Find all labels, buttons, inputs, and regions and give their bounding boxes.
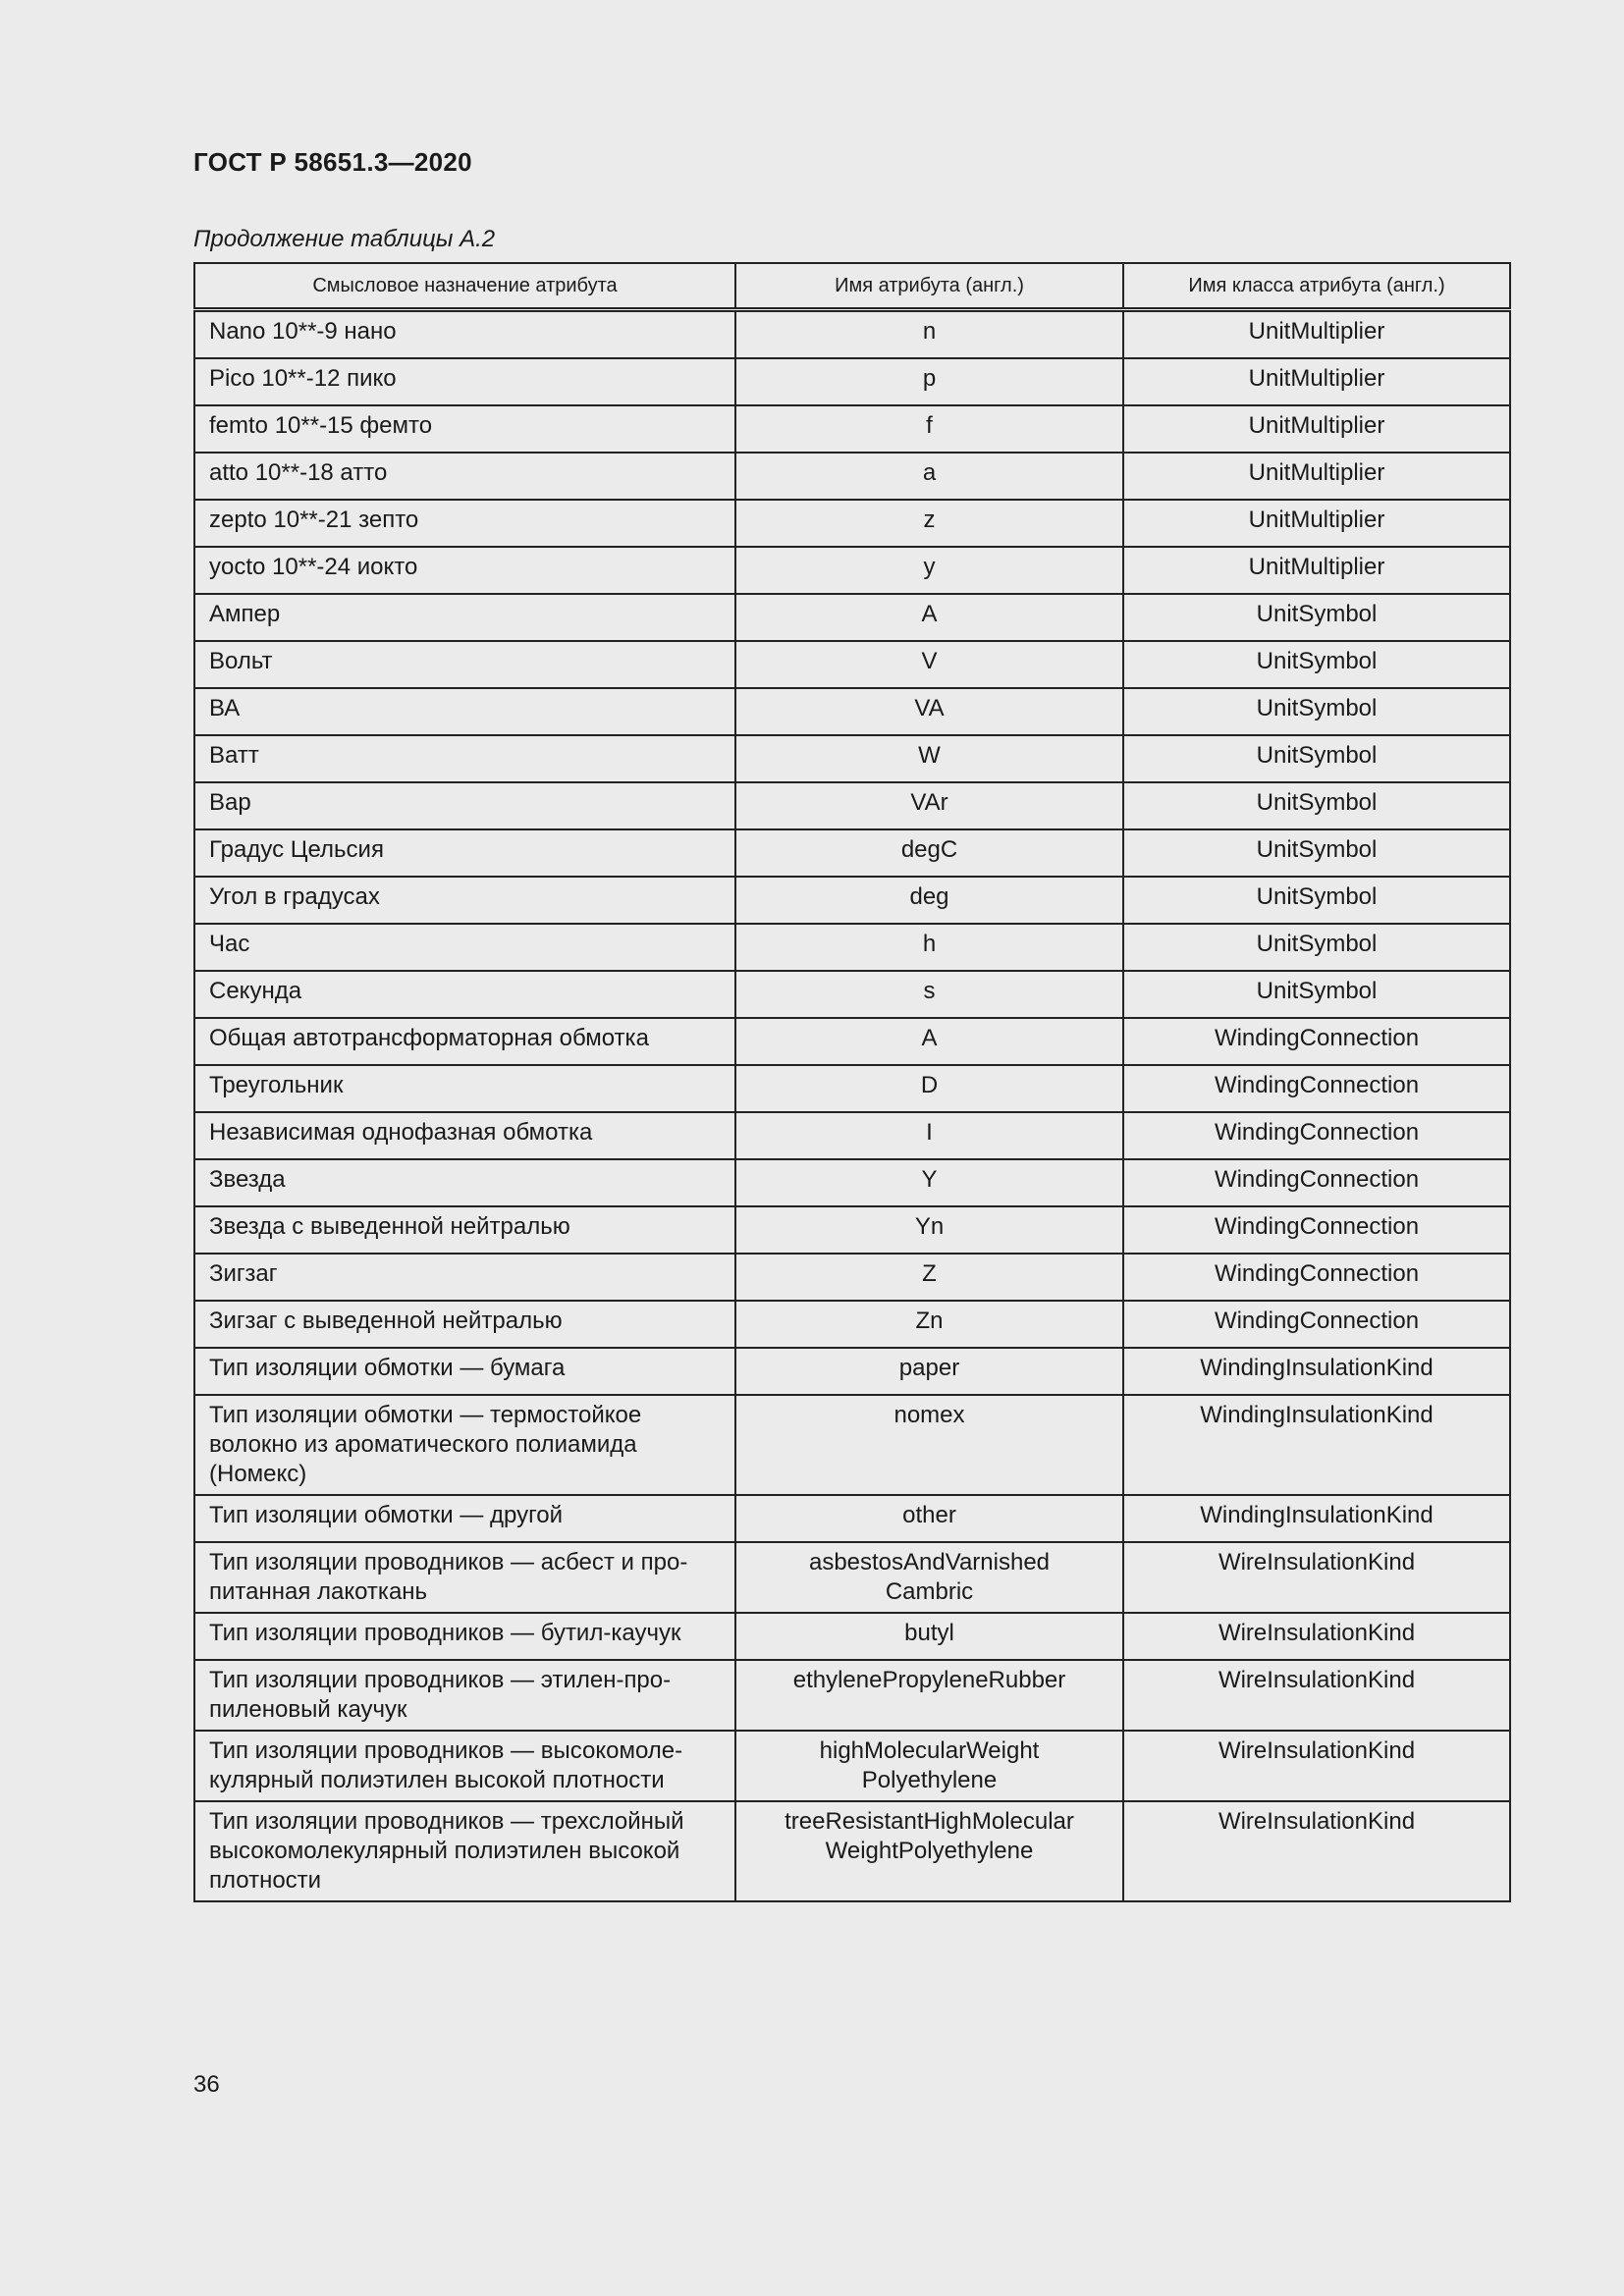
cell-class-name: UnitSymbol: [1123, 782, 1510, 829]
cell-class-name: UnitSymbol: [1123, 594, 1510, 641]
cell-class-name: UnitSymbol: [1123, 688, 1510, 735]
cell-class-name: UnitMultiplier: [1123, 500, 1510, 547]
cell-meaning: Секунда: [194, 971, 735, 1018]
cell-class-name: UnitMultiplier: [1123, 405, 1510, 453]
cell-attribute-name: W: [735, 735, 1123, 782]
table-row: [194, 1613, 1510, 1660]
cell-class-name: WireInsulationKind: [1123, 1660, 1510, 1731]
cell-meaning: Ватт: [194, 735, 735, 782]
table-row: [194, 924, 1510, 971]
cell-attribute-name: h: [735, 924, 1123, 971]
cell-meaning: Тип изоляции обмотки — другой: [194, 1495, 735, 1542]
cell-meaning: Градус Цельсия: [194, 829, 735, 877]
cell-class-name: WindingConnection: [1123, 1206, 1510, 1254]
cell-meaning: Тип изоляции проводников — трехслойный высокомолекулярный полиэтилен высокой плотности: [194, 1801, 735, 1901]
table-row: [194, 1542, 1510, 1613]
cell-meaning: Тип изоляции проводников — этилен-про- пиленовый каучук: [194, 1660, 735, 1731]
cell-class-name: WindingInsulationKind: [1123, 1495, 1510, 1542]
cell-meaning: Вольт: [194, 641, 735, 688]
table-row: [194, 1254, 1510, 1301]
cell-attribute-name: paper: [735, 1348, 1123, 1395]
cell-meaning: femto 10**-15 фемто: [194, 405, 735, 453]
cell-class-name: UnitSymbol: [1123, 971, 1510, 1018]
cell-attribute-name: Zn: [735, 1301, 1123, 1348]
cell-attribute-name: p: [735, 358, 1123, 405]
table-caption: Продолжение таблицы А.2: [193, 226, 496, 252]
cell-meaning: Зигзаг: [194, 1254, 735, 1301]
cell-attribute-name: V: [735, 641, 1123, 688]
table-header-row: [194, 263, 1510, 310]
cell-attribute-name: deg: [735, 877, 1123, 924]
cell-meaning: Независимая однофазная обмотка: [194, 1112, 735, 1159]
cell-meaning: Ампер: [194, 594, 735, 641]
cell-attribute-name: VAr: [735, 782, 1123, 829]
table-row: [194, 782, 1510, 829]
table-row: [194, 1731, 1510, 1801]
cell-attribute-name: nomex: [735, 1395, 1123, 1495]
table-row: [194, 1395, 1510, 1495]
table-row: [194, 310, 1510, 359]
cell-meaning: Тип изоляции проводников — асбест и про- питанная лакоткань: [194, 1542, 735, 1613]
cell-class-name: UnitMultiplier: [1123, 310, 1510, 359]
column-header-attribute-name: Имя атрибута (англ.): [735, 263, 1123, 310]
table-row: [194, 1660, 1510, 1731]
cell-attribute-name: Yn: [735, 1206, 1123, 1254]
cell-class-name: WindingConnection: [1123, 1018, 1510, 1065]
cell-attribute-name: a: [735, 453, 1123, 500]
cell-class-name: WindingConnection: [1123, 1065, 1510, 1112]
attribute-table: [193, 262, 1511, 1902]
table-row: [194, 1206, 1510, 1254]
column-header-class-name: Имя класса атрибута (англ.): [1123, 263, 1510, 310]
cell-class-name: UnitSymbol: [1123, 829, 1510, 877]
cell-meaning: Nano 10**-9 нано: [194, 310, 735, 359]
column-header-meaning: Смысловое назначение атрибута: [194, 263, 735, 310]
cell-attribute-name: I: [735, 1112, 1123, 1159]
cell-meaning: Зигзаг с выведенной нейтралью: [194, 1301, 735, 1348]
cell-class-name: WireInsulationKind: [1123, 1613, 1510, 1660]
cell-meaning: Тип изоляции обмотки — бумага: [194, 1348, 735, 1395]
cell-meaning: Треугольник: [194, 1065, 735, 1112]
table-row: [194, 453, 1510, 500]
cell-attribute-name: A: [735, 594, 1123, 641]
cell-meaning: atto 10**-18 атто: [194, 453, 735, 500]
cell-meaning: Общая автотрансформаторная обмотка: [194, 1018, 735, 1065]
cell-meaning: Звезда с выведенной нейтралью: [194, 1206, 735, 1254]
table-row: [194, 547, 1510, 594]
table-row: [194, 500, 1510, 547]
cell-meaning: Тип изоляции проводников — бутил-каучук: [194, 1613, 735, 1660]
cell-attribute-name: D: [735, 1065, 1123, 1112]
table-row: [194, 971, 1510, 1018]
cell-class-name: UnitSymbol: [1123, 735, 1510, 782]
cell-attribute-name: asbestosAndVarnished Cambric: [735, 1542, 1123, 1613]
cell-attribute-name: degC: [735, 829, 1123, 877]
cell-attribute-name: other: [735, 1495, 1123, 1542]
table-row: [194, 405, 1510, 453]
cell-attribute-name: z: [735, 500, 1123, 547]
cell-meaning: Pico 10**-12 пико: [194, 358, 735, 405]
cell-attribute-name: y: [735, 547, 1123, 594]
cell-meaning: Тип изоляции обмотки — термостойкое волокно из ароматического полиамида (Номекс): [194, 1395, 735, 1495]
cell-attribute-name: Z: [735, 1254, 1123, 1301]
cell-class-name: WireInsulationKind: [1123, 1731, 1510, 1801]
table-row: [194, 735, 1510, 782]
cell-meaning: Тип изоляции проводников — высокомоле- кулярный полиэтилен высокой плотности: [194, 1731, 735, 1801]
table-row: [194, 1801, 1510, 1901]
cell-attribute-name: treeResistantHighMolecular WeightPolyethylene: [735, 1801, 1123, 1901]
document-title: ГОСТ Р 58651.3—2020: [193, 147, 472, 177]
cell-class-name: UnitMultiplier: [1123, 358, 1510, 405]
table-body: [194, 310, 1510, 1902]
cell-class-name: UnitSymbol: [1123, 924, 1510, 971]
cell-class-name: WindingConnection: [1123, 1159, 1510, 1206]
cell-class-name: WindingInsulationKind: [1123, 1348, 1510, 1395]
cell-class-name: UnitSymbol: [1123, 877, 1510, 924]
table-row: [194, 358, 1510, 405]
cell-class-name: WireInsulationKind: [1123, 1801, 1510, 1901]
page-number: 36: [193, 2071, 220, 2098]
table-row: [194, 877, 1510, 924]
cell-class-name: UnitMultiplier: [1123, 547, 1510, 594]
cell-attribute-name: f: [735, 405, 1123, 453]
cell-class-name: UnitSymbol: [1123, 641, 1510, 688]
table-row: [194, 1159, 1510, 1206]
cell-attribute-name: butyl: [735, 1613, 1123, 1660]
table-row: [194, 1112, 1510, 1159]
table-row: [194, 1348, 1510, 1395]
table-row: [194, 1495, 1510, 1542]
cell-class-name: WindingConnection: [1123, 1301, 1510, 1348]
cell-meaning: Час: [194, 924, 735, 971]
cell-attribute-name: n: [735, 310, 1123, 359]
cell-class-name: WindingInsulationKind: [1123, 1395, 1510, 1495]
cell-meaning: Звезда: [194, 1159, 735, 1206]
cell-class-name: WireInsulationKind: [1123, 1542, 1510, 1613]
cell-meaning: ВА: [194, 688, 735, 735]
cell-attribute-name: Y: [735, 1159, 1123, 1206]
table-row: [194, 641, 1510, 688]
cell-class-name: WindingConnection: [1123, 1254, 1510, 1301]
table-row: [194, 1065, 1510, 1112]
cell-meaning: Угол в градусах: [194, 877, 735, 924]
table-row: [194, 594, 1510, 641]
table-row: [194, 829, 1510, 877]
cell-attribute-name: VA: [735, 688, 1123, 735]
cell-attribute-name: highMolecularWeight Polyethylene: [735, 1731, 1123, 1801]
cell-meaning: Вар: [194, 782, 735, 829]
cell-attribute-name: A: [735, 1018, 1123, 1065]
table-row: [194, 1301, 1510, 1348]
cell-attribute-name: s: [735, 971, 1123, 1018]
cell-meaning: zepto 10**-21 зепто: [194, 500, 735, 547]
table-row: [194, 1018, 1510, 1065]
cell-meaning: yocto 10**-24 иокто: [194, 547, 735, 594]
cell-attribute-name: ethylenePropyleneRubber: [735, 1660, 1123, 1731]
cell-class-name: UnitMultiplier: [1123, 453, 1510, 500]
cell-class-name: WindingConnection: [1123, 1112, 1510, 1159]
table-row: [194, 688, 1510, 735]
